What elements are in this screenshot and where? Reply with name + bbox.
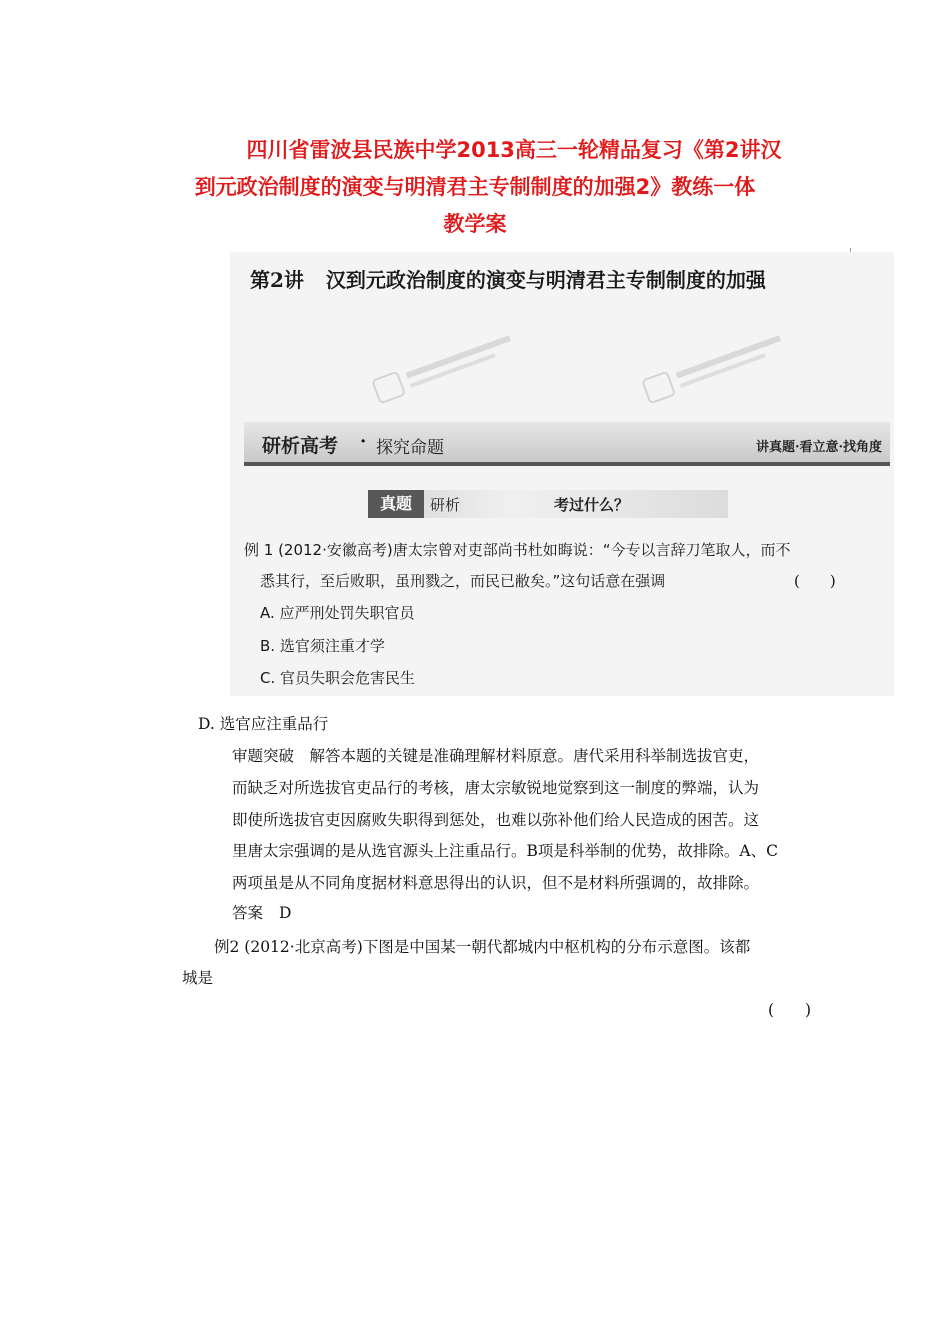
lecture-title: 汉到元政治制度的演变与明清君主专制制度的加强 — [325, 268, 766, 292]
example2-answer-blank: ( ) — [768, 1001, 812, 1019]
document-title — [0, 132, 950, 243]
subsection-tab — [368, 490, 728, 518]
option-a: A. 应严刑处罚失职官员 — [260, 604, 415, 622]
title-line-3: 教学案 — [443, 212, 507, 236]
answer-line — [232, 901, 291, 923]
tab-label: 研析 — [430, 496, 461, 514]
tab-badge: 真题 — [368, 490, 424, 518]
option-b: B. 选官须注重才学 — [260, 637, 385, 655]
tab-question: 考过什么？ — [554, 496, 630, 514]
scanned-excerpt — [230, 252, 894, 696]
analysis-line: 而缺乏对所选拔官吏品行的考核，唐太宗敏锐地觉察到这一制度的弊端，认为 — [232, 778, 760, 797]
answer-value: D — [279, 904, 292, 922]
option-c: C. 官员失职会危害民生 — [260, 669, 416, 687]
watermark-icon — [638, 323, 793, 412]
banner-sub-label: 探究命题 — [376, 438, 444, 458]
answer-label: 答案 — [232, 904, 264, 922]
banner-dot: · — [360, 431, 367, 452]
analysis-line: 两项虽是从不同角度据材料意思得出的认识，但不是材料所强调的，故排除。 — [232, 874, 760, 893]
option-d: D. 选官应注重品行 — [198, 715, 329, 733]
lecture-heading — [250, 264, 766, 293]
example1-line-2: 悉其行，至后败职，虽刑戮之，而民已敝矣。”这句话意在强调 — [260, 572, 666, 590]
watermark-icon — [368, 323, 523, 412]
lecture-number: 第2讲 — [250, 268, 304, 292]
title-line-2: 到元政治制度的演变与明清君主专制制度的加强2》教练一体 — [194, 175, 756, 199]
banner-main-label: 研析高考 — [262, 435, 339, 457]
example2-line-2: 城是 — [182, 969, 214, 987]
analysis-line: 即使所选拔官吏因腐败失职得到惩处，也难以弥补他们给人民造成的困苦。这 — [232, 810, 760, 829]
title-line-1: 四川省雷波县民族中学2013高三一轮精品复习《第2讲汉 — [246, 138, 782, 162]
analysis-block — [232, 741, 778, 900]
example2-line-1: 例2 (2012·北京高考)下图是中国某一朝代都城内中枢机构的分布示意图。该都 — [214, 938, 751, 956]
banner-right-label: 讲真题·看立意·找角度 — [755, 440, 882, 455]
section-banner — [244, 422, 890, 466]
analysis-line: 里唐太宗强调的是从选官源头上注重品行。B项是科举制的优势，故排除。A、C — [232, 842, 778, 861]
example1-line-1: 例 1 (2012·安徽高考)唐太宗曾对吏部尚书杜如晦说：“今专以言辞刀笔取人，而不 — [244, 541, 791, 559]
analysis-line: 审题突破 解答本题的关键是准确理解材料原意。唐代采用科举制选拔官吏， — [232, 747, 760, 765]
answer-blank: ( ) — [794, 572, 836, 590]
